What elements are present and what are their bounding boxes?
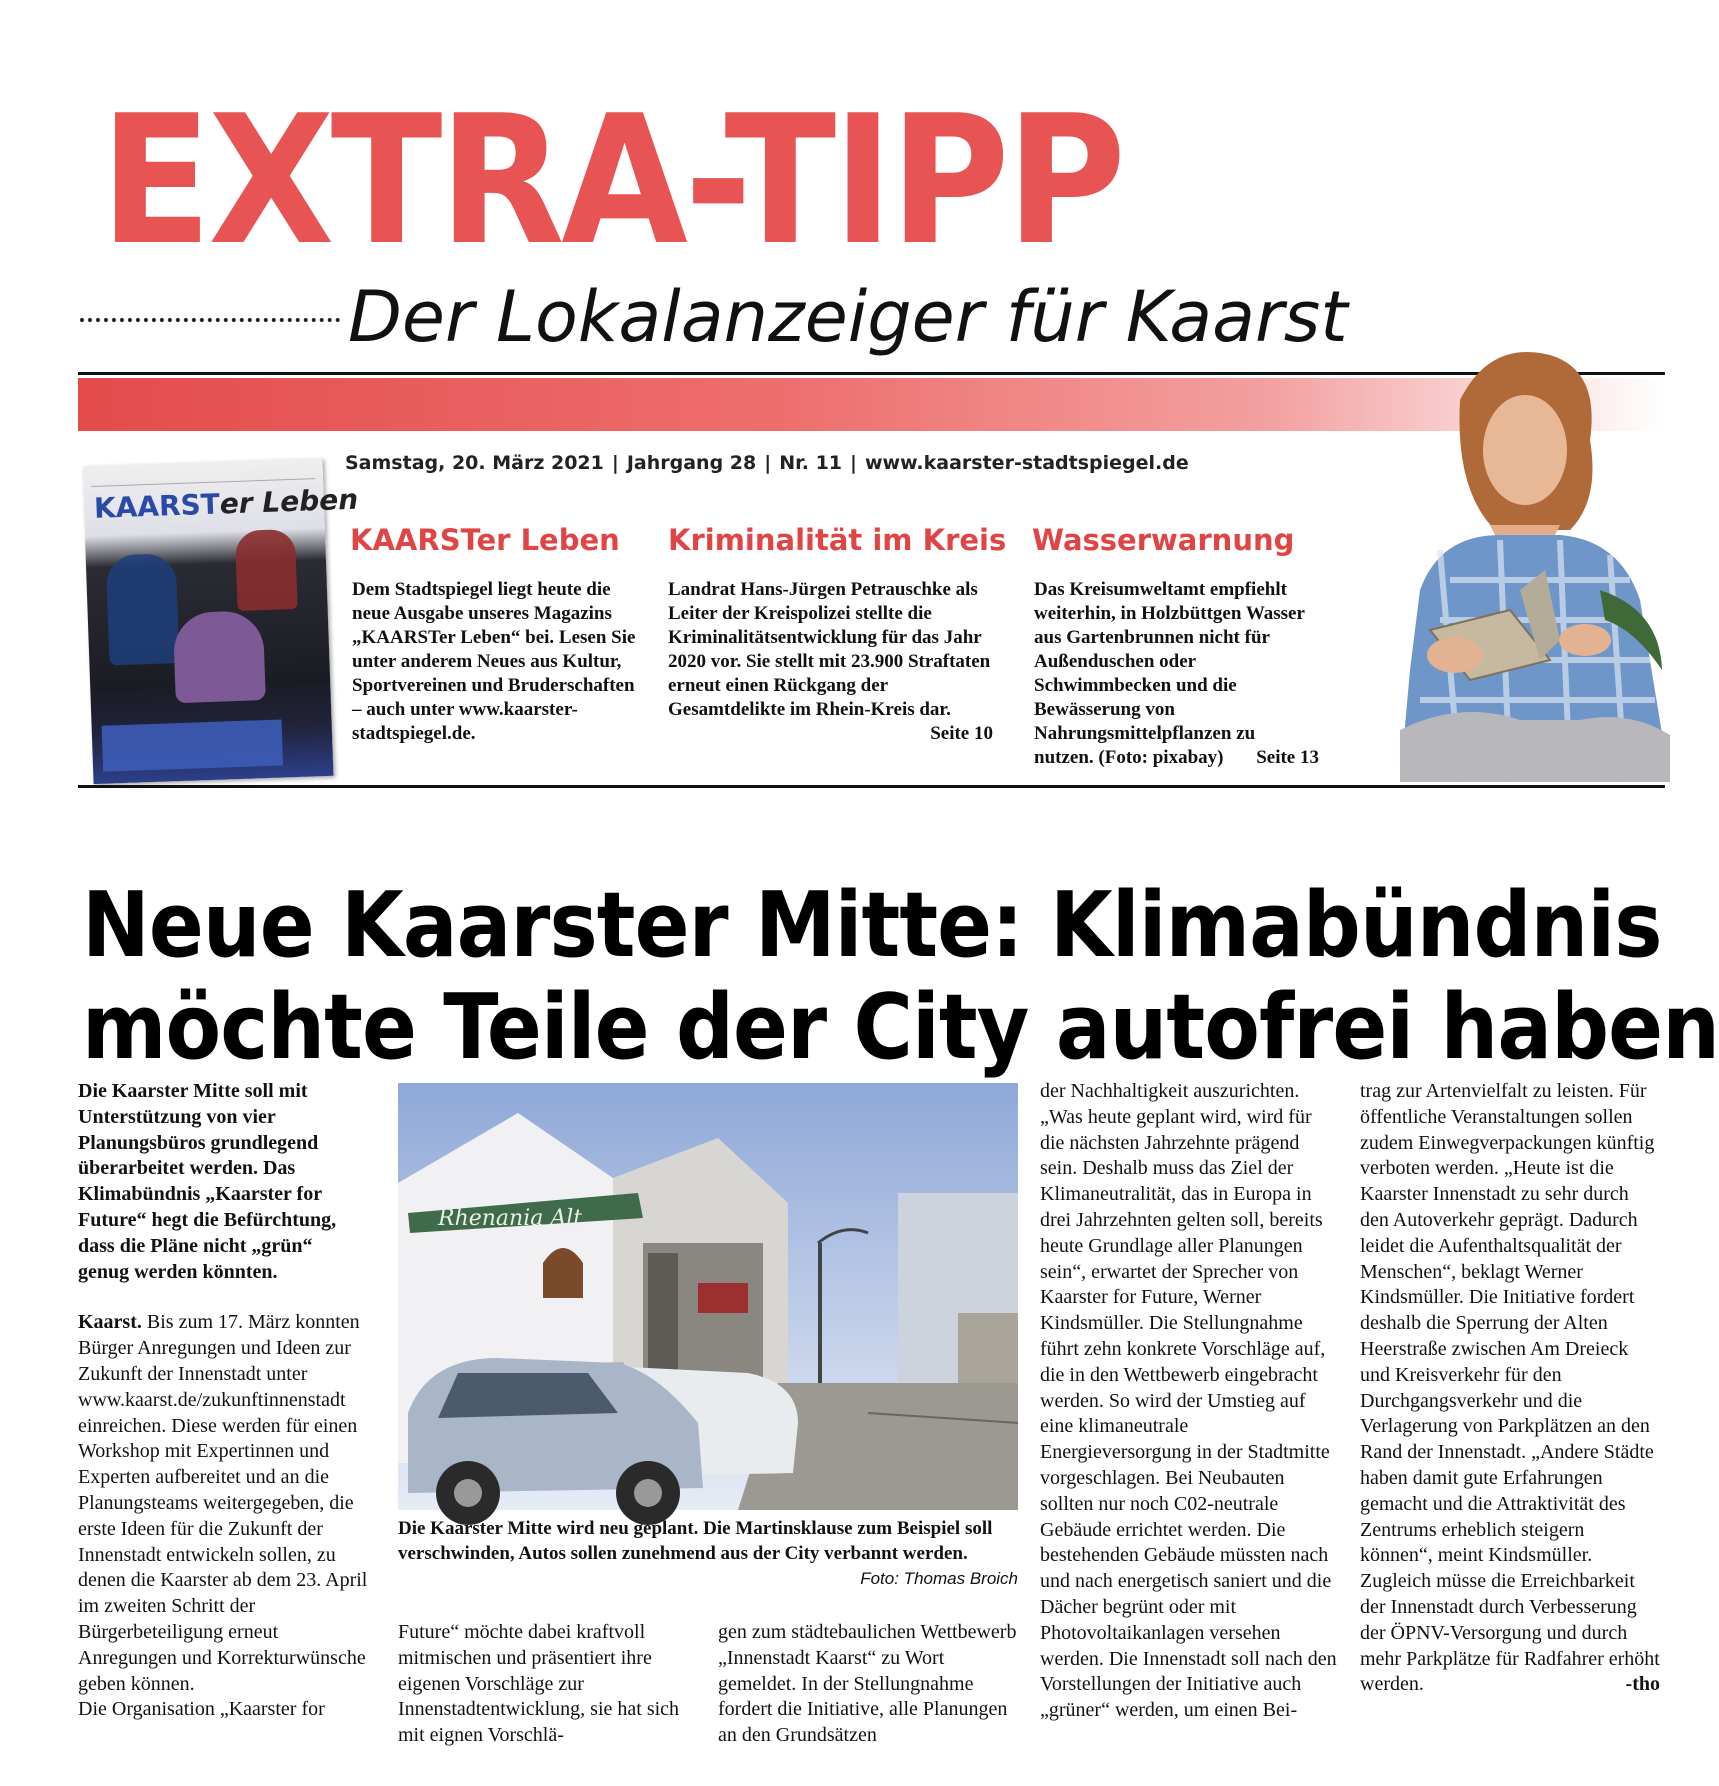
article-body: Kaarst. Bis zum 17. März konnten Bürger Anregungen und Ideen zur Zukunft der Innenstadt unter www.kaarst.de/zukunftinnenstadt einreichen. Diese werden für einen Workshop mit Expertinnen und Experten aufbereitet und an die Planungsteams weitergegeben, die erste Ideen für die Zukunft der Innenstadt entwickeln sollen, zu denen die Kaarster ab dem 23. April im zweiten Schritt der Bürgerbeteiligung erneut Anregungen und Korrekturwünsche geben können. <box>78 1311 368 1695</box>
cover-top-strip <box>91 468 315 487</box>
cover-person <box>235 529 298 611</box>
woman-watering-can-photo <box>1400 340 1670 782</box>
article-column-2: Future“ möchte dabei kraftvoll mitmischen und präsentiert ihre eigenen Vorschläge zur Innenstadtentwicklung, sie hat sich mit eignen Vorschlä- <box>398 1621 680 1747</box>
cover-title: KAARSTer Leben <box>93 482 359 525</box>
teaser-heading: Kriminalität im Kreis <box>668 523 1007 557</box>
martinsklause-photo <box>398 1083 1018 1510</box>
author-signature: -tho <box>1625 1673 1660 1696</box>
teaser-heading: KAARSTer Leben <box>350 523 620 557</box>
teaser-text: Dem Stadtspiegel liegt heute die neue Ausgabe unseres Magazins „KAARSTer Leben“ bei. Lesen Sie unter anderem Neues aus Kultur, Sportvereinen und Bruderschaften – auch unter www.kaarster-stadtspiegel.de. <box>352 579 636 744</box>
photo-caption: Die Kaarster Mitte wird neu geplant. Die Martinsklause zum Beispiel soll verschwinden, Autos sollen zunehmend aus der City verbannt werden. Foto: Thomas Broich <box>398 1516 1018 1591</box>
photo-sign-text: Rhenania Alt <box>438 1206 583 1231</box>
headline-line: möchte Teile der City autofrei haben <box>82 975 1719 1080</box>
magazine-cover-image <box>83 458 359 784</box>
article-headline <box>82 875 1719 1079</box>
issue-volume: Jahrgang 28 <box>626 452 757 474</box>
article-column-1 <box>78 1079 368 1723</box>
dotted-divider <box>80 318 340 322</box>
masthead-tagline: Der Lokalanzeiger für Kaarst <box>348 276 1348 358</box>
issue-info: Samstag, 20. März 2021 | Jahrgang 28 | Nr. 11 | www.kaarster-stadtspiegel.de <box>345 452 1189 474</box>
masthead-title: EXTRA-TIPP <box>100 77 1123 284</box>
article-body: Die Organisation „Kaarster for <box>78 1698 325 1721</box>
article-column-5: trag zur Artenvielfalt zu leisten. Für öffentliche Veranstaltungen sollen zudem Einwegverpackungen künftig verboten werden. „Heute ist die Kaarster Innenstadt zu sehr durch den Autoverkehr geprägt. Dadurch leidet die Aufenthaltsqualität der Menschen“, beklagt Werner Kindsmüller. Die Initiative fordert deshalb die Sperrung der Alten Heerstraße zwischen Am Dreieck und Kreisverkehr für den Durchgangsverkehr und die Verlagerung von Parkplätzen an den Rand der Innenstadt. „Andere Städte haben damit gute Erfahrungen gemacht und die Attraktivität des Zentrums erheblich steigern können“, meint Kindsmüller. Zugleich müsse die Erreichbarkeit der Innenstadt durch Verbesserung der ÖPNV-Versorgung und durch mehr Parkplätze für Radfahrer erhöht werden. -tho <box>1360 1079 1660 1698</box>
teaser-page: Seite 10 <box>930 723 993 744</box>
photo-credit: Foto: Thomas Broich <box>860 1569 1018 1588</box>
teaser-page: Seite 13 <box>1256 747 1319 768</box>
teaser-heading: Wasserwarnung <box>1032 523 1295 557</box>
article-column-4: der Nachhaltigkeit auszurichten. „Was heute geplant wird, wird für die nächsten Jahrzehnte prägend sein. Deshalb muss das Ziel der Klimaneutralität, das in Europa in drei Jahrzehnten gelten soll, bereits heute Grundlage aller Planungen sein“, erwartet der Sprecher von Kaarster for Future, Werner Kindsmüller. Die Stellungnahme führt zehn konkrete Vorschläge auf, die in den Wettbewerb eingebracht werden. So wird der Umstieg auf eine klimaneutrale Energieversorgung in der Stadtmitte vorgeschlagen. Bei Neubauten sollten nur noch C02-neutrale Gebäude errichtet werden. Die bestehenden Gebäude müssten nach und nach energetisch saniert und die Dächer begrünt oder mit Photovoltaikanlagen versehen werden. Die Innenstadt soll nach den Vorstellungen der Initiative auch „grüner“ werden, um einen Bei- <box>1040 1080 1337 1722</box>
bottom-rule <box>78 785 1665 788</box>
cover-text-box <box>102 719 283 771</box>
issue-date: Samstag, 20. März 2021 <box>345 452 604 474</box>
issue-number: Nr. 11 <box>779 452 843 474</box>
headline-line: Neue Kaarster Mitte: Klimabündnis <box>82 873 1662 978</box>
teaser-text: Das Kreisumweltamt empfiehlt weiterhin, in Holzbüttgen Wasser aus Gartenbrunnen nicht für Außenduschen oder Schwimmbecken und die Bewässerung von Nahrungsmittelpflanzen zu nutzen. (Foto: pixabay) Seite 13 <box>1034 579 1319 768</box>
issue-website[interactable]: www.kaarster-stadtspiegel.de <box>864 452 1189 474</box>
article-column-3: gen zum städtebaulichen Wettbewerb „Innenstadt Kaarst“ zu Wort gemeldet. In der Stellungnahme fordert die Initiative, alle Planungen an den Grundsätzen <box>718 1621 1017 1747</box>
article-lead: Die Kaarster Mitte soll mit Unterstützung von vier Planungsbüros grundlegend überarbeitet werden. Das Klimabündnis „Kaarster for Future“ hegt die Befürchtung, dass die Pläne nicht „grün“ genug werden könnten. <box>78 1080 337 1283</box>
cover-person <box>173 610 266 703</box>
article-dateline: Kaarst. <box>78 1311 142 1334</box>
teaser-text: Landrat Hans-Jürgen Petrauschke als Leiter der Kreispolizei stellte die Kriminalitätsentwicklung für das Jahr 2020 vor. Sie stellt mit 23.900 Straftaten erneut einen Rückgang der Gesamtdelikte im Rhein-Kreis dar. Seite 10 <box>668 579 993 744</box>
cover-person <box>106 553 180 665</box>
